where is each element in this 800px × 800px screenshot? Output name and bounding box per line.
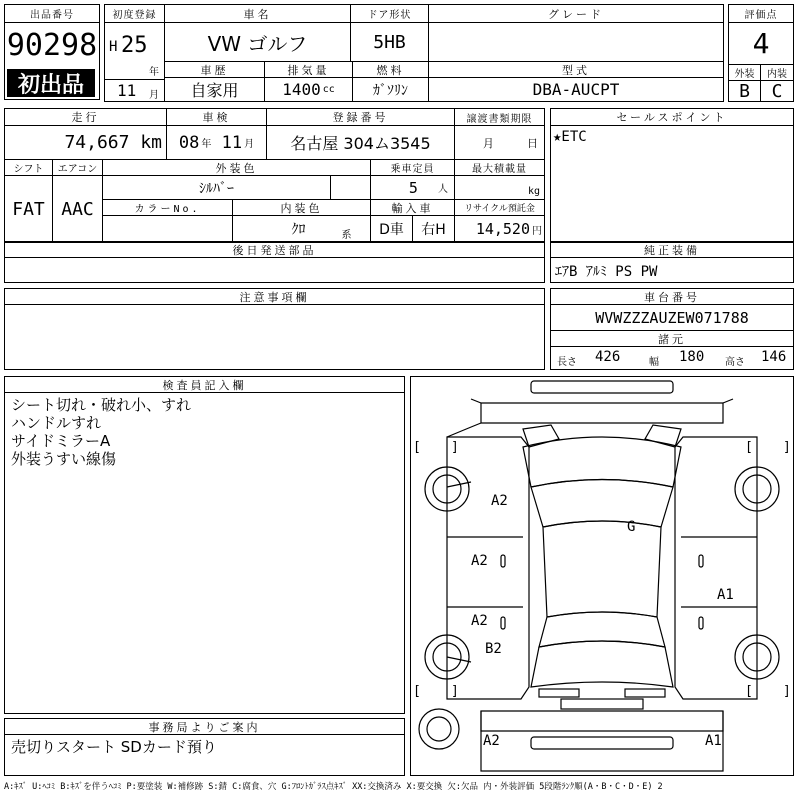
max-load [455,176,544,200]
notes-box [4,288,545,370]
chassis-number: WVWZZZAUZEW071788 [551,305,793,331]
max-load-label: 最大積載量 [455,160,544,176]
height: 146 [761,349,787,365]
inspector-notes [11,396,191,468]
bracket-left-bottom-close: ] [451,684,459,699]
color-no-label: カラーNo. [103,200,233,216]
damage-mark: A1 [717,587,734,603]
month: 11 [117,81,137,100]
genuine-equipment: ｴｱB ｱﾙﾐ PS PW [555,264,658,280]
length-label: 長さ [557,357,577,368]
damage-mark: A2 [471,553,488,569]
first-reg-year [105,23,165,79]
damage-mark: G [627,519,636,535]
model-label: 型式 [429,61,723,78]
inspector-line: サイドミラーA [11,432,111,450]
reg-no-label: 登録番号 [267,109,455,126]
month-unit: 月 [149,90,159,101]
fuel: ｶﾞｿﾘﾝ [353,78,429,101]
vehicle-header-table [104,4,724,102]
inspection-label: 車検 [167,109,267,126]
insp-month-unit: 月 [244,139,255,150]
car-diagram [410,376,794,776]
bracket-left-bottom: [ [413,684,421,699]
reg-no: 名古屋 304ム3545 [267,126,455,160]
insp-month: 11 [221,132,243,153]
bracket-left-top-close: ] [451,440,459,455]
grade [429,23,723,61]
mileage-value: 74,667 [64,132,130,153]
inspector-label: 検査員記入欄 [5,377,404,393]
ext-color: ｼﾙﾊﾞｰ [103,176,331,200]
shift: FAT [5,176,53,242]
door-type: 5HB [351,23,429,61]
mileage [5,126,167,160]
inspection-date [167,126,267,160]
legend: A:ｷｽﾞ U:ﾍｺﾐ B:ｷｽﾞを伴うﾍｺﾐ P:要塗装 W:補修跡 S:錆 C:腐食、穴 G:ﾌﾛﾝﾄｶﾞﾗｽ点ｷｽﾞ XX:交換済み X:要交換 欠:欠品 内・外装評価 5段階ﾗﾝｸ順(A・B・C・D・E) 2 [4,782,663,792]
sales-point-box [550,108,794,243]
mileage-label: 走行 [5,109,167,126]
transfer-month-unit: 月 [482,136,494,150]
first-reg-label: 初度登録 [105,5,165,23]
exterior-label: 外装 [729,65,761,81]
damage-mark: A2 [491,493,508,509]
ac: AAC [53,176,103,242]
height-label: 高さ [725,357,745,368]
office-label: 事務局よりご案内 [5,719,404,735]
recycle-unit: 円 [532,225,542,237]
office-box [4,718,405,776]
lot-number-label: 出品番号 [5,5,99,23]
sales-point-label: セールスポイント [551,109,793,126]
inspector-line: ハンドルすれ [11,414,102,432]
genuine-label: 純正装備 [551,242,793,258]
shift-label: シフト [5,160,53,176]
model: DBA-AUCPT [532,80,620,99]
exterior-grade: B [729,81,761,101]
bracket-right-bottom-close: ] [783,684,791,699]
import-label: 輸入車 [371,200,455,216]
score-block [728,4,794,102]
bracket-right-bottom: [ [745,684,753,699]
recycle-value: 14,520 [475,220,530,238]
bracket-right-top: [ [745,440,753,455]
score: 4 [729,23,793,65]
fuel-label: 燃料 [353,61,429,78]
bracket-left-top: [ [413,440,421,455]
score-label: 評価点 [729,5,793,23]
lot-number: 90298 [6,27,98,63]
mileage-unit: km [140,132,162,153]
import-d: D車 [371,216,413,242]
dimensions [551,347,793,369]
recycle-label: リサイクル預託金 [455,200,544,216]
car-name-label: 車名 [165,5,351,23]
details-table [4,108,545,243]
insp-year: 08 [178,132,200,153]
history-label: 車歴 [165,61,265,78]
later-parts-label: 後日発送部品 [5,242,544,258]
ext-color-label: 外装色 [103,160,371,176]
transfer-deadline [455,126,544,160]
transfer-label: 譲渡書類期限 [455,109,544,126]
int-color-unit: 系 [341,229,352,241]
grade-label: グレード [429,5,723,23]
color-no [103,216,233,242]
year-unit: 年 [149,67,159,78]
damage-mark: A1 [705,733,722,749]
int-color-label: 内装色 [233,200,371,216]
first-listing-badge: 初出品 [7,69,95,97]
notes-label: 注意事項欄 [5,289,544,305]
displacement-label: 排気量 [265,61,353,78]
int-color-value: ｸﾛ [291,222,306,238]
damage-mark: B2 [485,641,502,657]
capacity [371,176,455,200]
door-label: ドア形状 [351,5,429,23]
history: 自家用 [165,78,265,101]
chassis-box [550,288,794,370]
lot-number-block [4,4,100,100]
displacement-unit: cc [322,84,335,95]
bracket-right-top-close: ] [783,440,791,455]
capacity-label: 乗車定員 [371,160,455,176]
capacity-value: 5 [408,178,418,197]
sales-point: ★ETC [553,129,587,145]
length: 426 [595,349,621,365]
ext-color-extra [331,176,371,200]
damage-mark: A2 [471,613,488,629]
import-side: 右H [413,216,455,242]
width-label: 幅 [649,357,659,368]
inspector-box [4,376,405,714]
chassis-label: 車台番号 [551,289,793,305]
inspector-line: シート切れ・破れ小、すれ [11,396,192,414]
capacity-unit: 人 [438,184,448,195]
year: 25 [121,33,148,58]
first-reg-month [105,79,165,101]
car-name: VW ゴルフ [165,23,351,61]
damage-mark: A2 [483,733,500,749]
int-color [233,216,371,242]
genuine-box [550,241,794,283]
ac-label: エアコン [53,160,103,176]
transfer-day-unit: 日 [527,136,538,150]
interior-grade: C [771,81,783,101]
inspector-line: 外装うすい線傷 [11,450,117,468]
width: 180 [679,349,705,365]
insp-year-unit: 年 [201,139,212,150]
later-parts-box [4,241,545,283]
era: H [109,39,118,55]
recycle [455,216,544,242]
max-load-unit: kg [527,186,540,197]
displacement [265,78,353,101]
specs-label: 諸元 [551,331,793,347]
displacement-value: 1400 [282,80,321,99]
car-diagram-svg [411,377,793,775]
interior-label: 内装 [761,65,793,81]
office-notice: 売切りスタート SDカード預り [11,738,217,756]
